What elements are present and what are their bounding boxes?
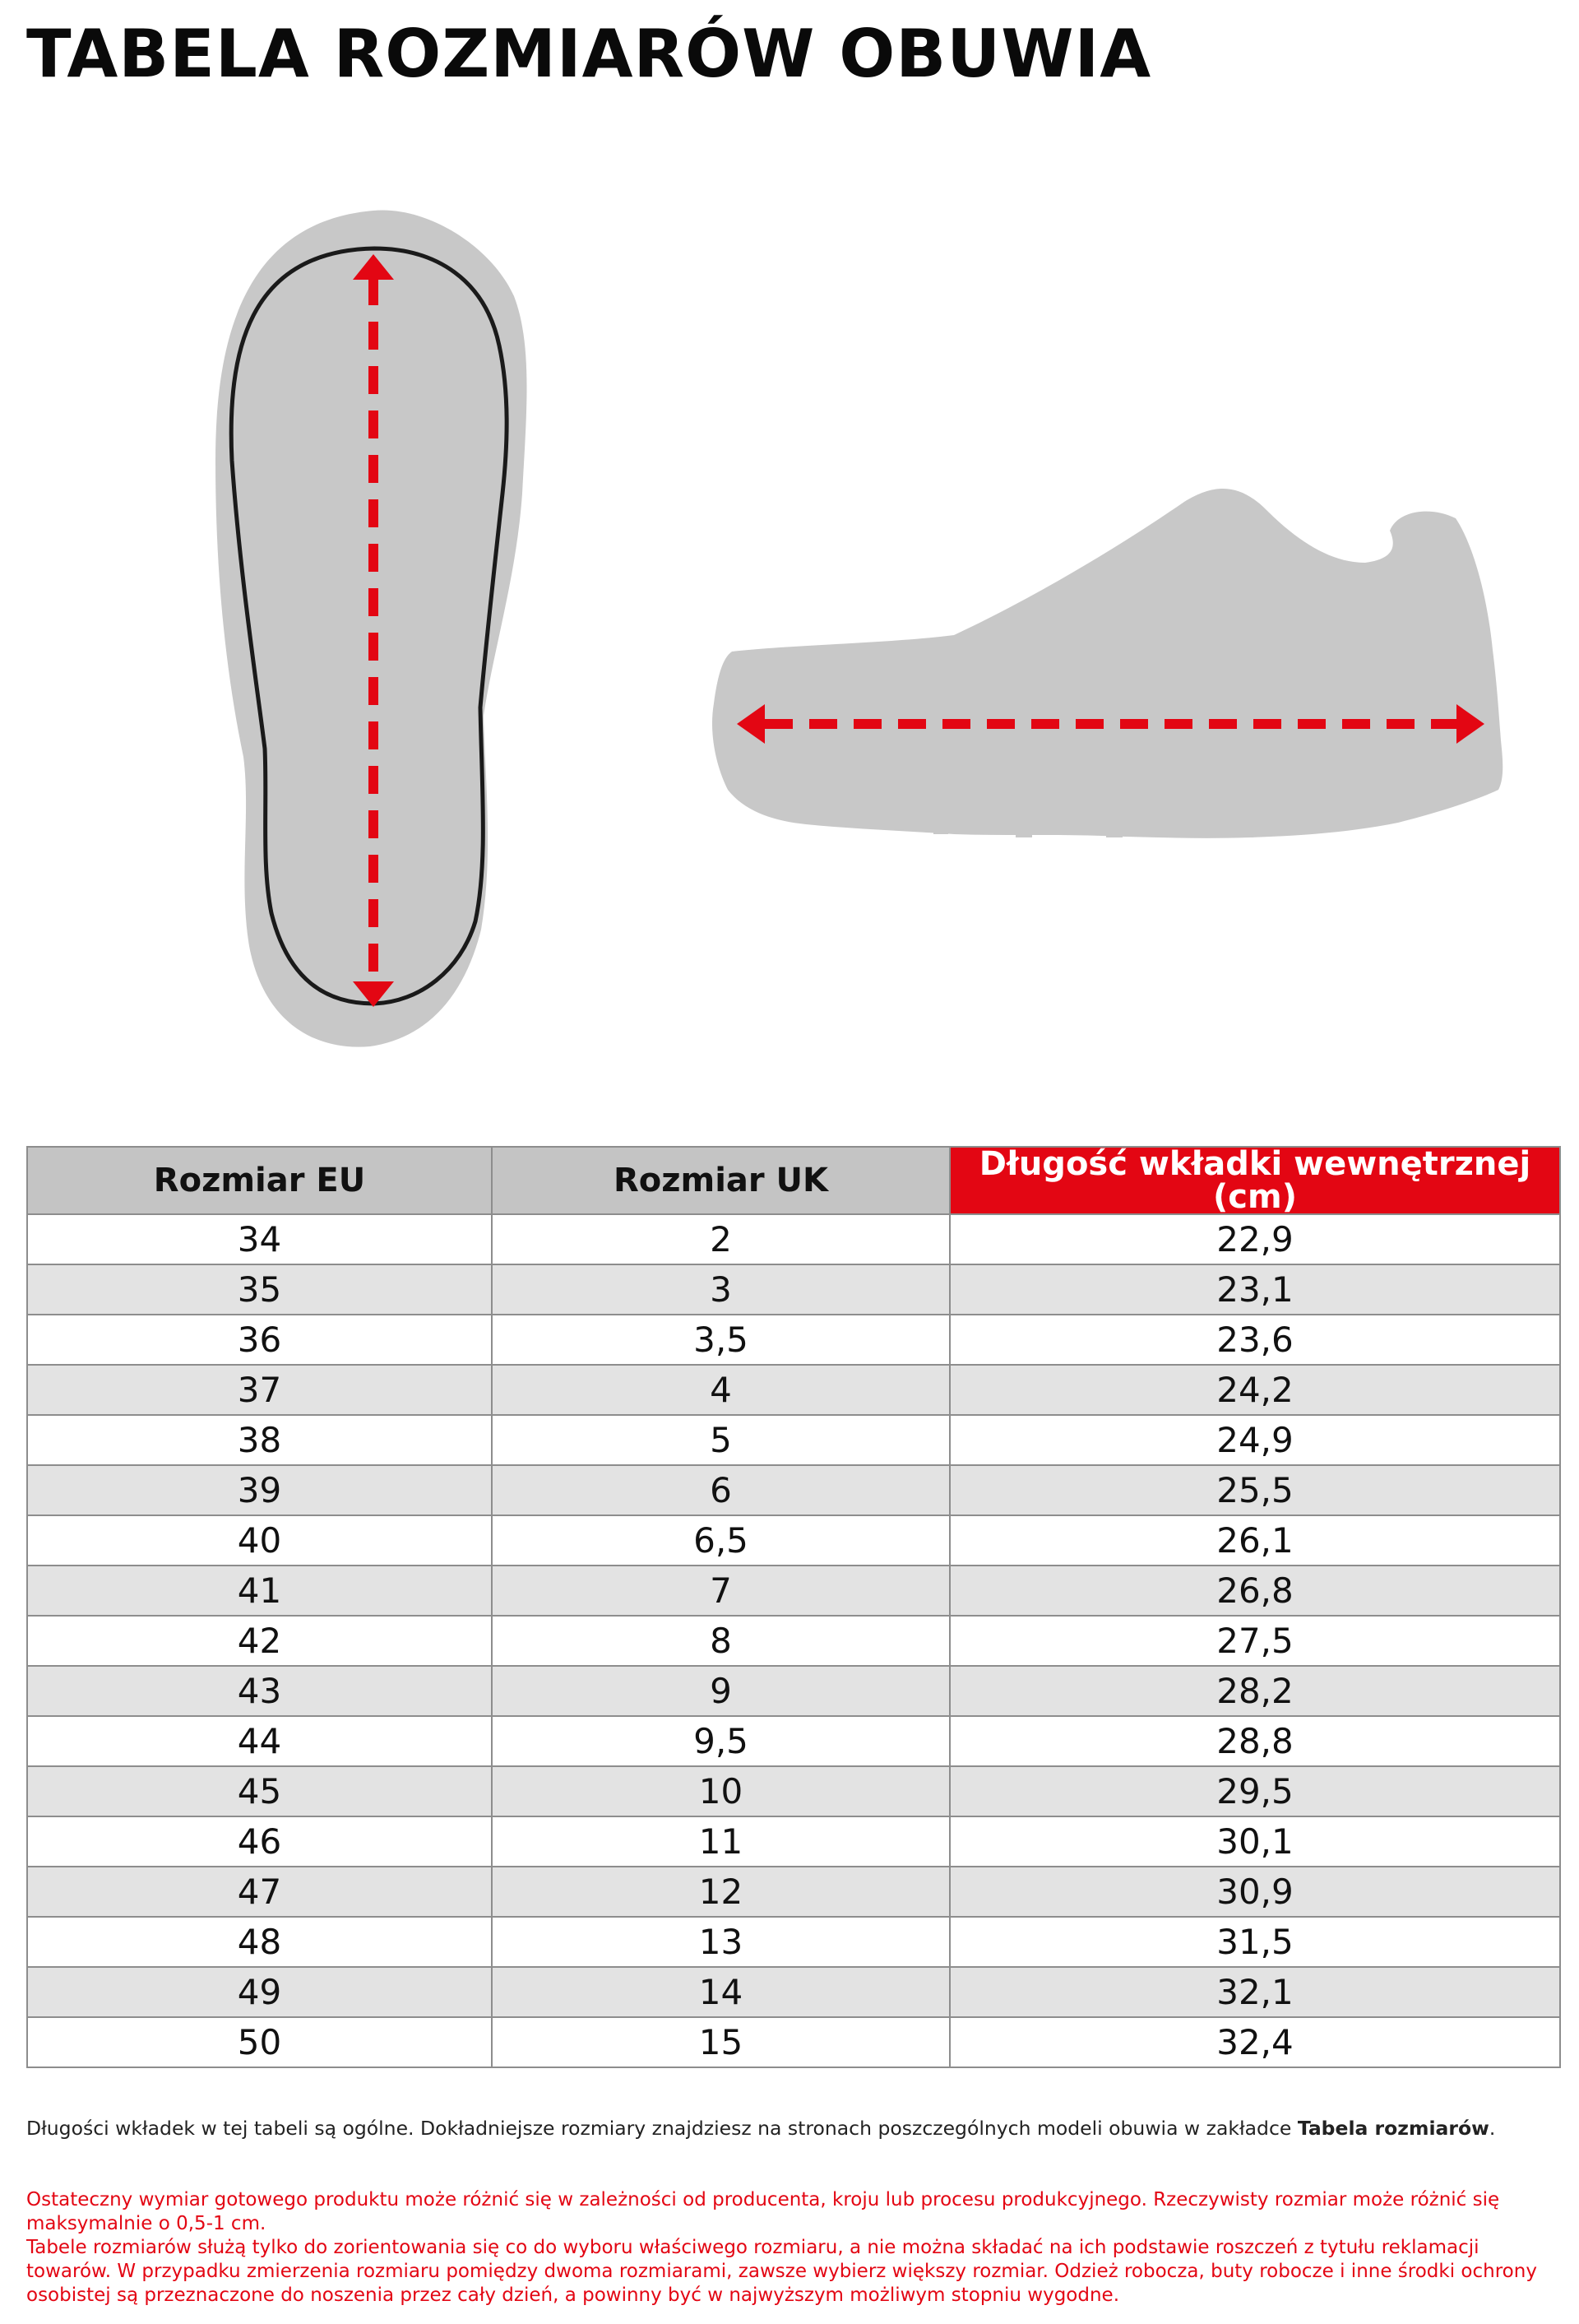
header-insole-length: Długość wkładki wewnętrznej (cm) xyxy=(950,1147,1560,1214)
disclaimer-paragraph: Ostateczny wymiar gotowego produktu może różnić się w zależności od producenta, kroju lub procesu produkcyjnego. Rzeczywisty rozmiar może różnić się maksymalnie o 0,5-1 cm. xyxy=(26,2189,1500,2234)
note-text: Długości wkładek w tej tabeli są ogólne. Dokładniejsze rozmiary znajdziesz na stronach poszczególnych modeli obuwia w zakładce xyxy=(26,2117,1298,2140)
cell-eu-size: 50 xyxy=(27,2017,492,2067)
cell-insole-length: 31,5 xyxy=(950,1917,1560,1967)
cell-uk-size: 6,5 xyxy=(492,1515,950,1566)
table-row xyxy=(27,2017,1560,2067)
cell-insole-length: 26,8 xyxy=(950,1566,1560,1616)
cell-insole-length: 22,9 xyxy=(950,1214,1560,1264)
cell-eu-size: 36 xyxy=(27,1315,492,1365)
cell-uk-size: 12 xyxy=(492,1867,950,1917)
cell-insole-length: 25,5 xyxy=(950,1465,1560,1515)
cell-uk-size: 8 xyxy=(492,1616,950,1666)
cell-eu-size: 34 xyxy=(27,1214,492,1264)
size-table xyxy=(26,1146,1561,2068)
header-eu-size: Rozmiar EU xyxy=(27,1147,492,1214)
table-row xyxy=(27,1816,1560,1867)
table-row xyxy=(27,1616,1560,1666)
table-row xyxy=(27,1465,1560,1515)
cell-eu-size: 40 xyxy=(27,1515,492,1566)
cell-eu-size: 35 xyxy=(27,1264,492,1315)
cell-eu-size: 41 xyxy=(27,1566,492,1616)
cell-insole-length: 30,1 xyxy=(950,1816,1560,1867)
cell-uk-size: 9 xyxy=(492,1666,950,1716)
disclaimer-paragraph: Tabele rozmiarów służą tylko do zorientowania się co do wyboru właściwego rozmiaru, a nie można składać na ich podstawie roszczeń z tytułu reklamacji towarów. W przypadku zmierzenia rozmiaru pomiędzy dwoma rozmiarami, zawsze wybierz większy rozmiar. Odzież robocza, buty robocze i inne środki ochrony osobistej są przeznaczone do noszenia przez cały dzień, a powinny być w najwyższym możliwym stopniu wygodne. xyxy=(26,2236,1537,2306)
table-row xyxy=(27,1214,1560,1264)
cell-eu-size: 38 xyxy=(27,1415,492,1465)
cell-uk-size: 7 xyxy=(492,1566,950,1616)
shoe-side-icon xyxy=(712,489,1503,838)
cell-eu-size: 49 xyxy=(27,1967,492,2017)
table-row xyxy=(27,1566,1560,1616)
cell-uk-size: 3 xyxy=(492,1264,950,1315)
cell-insole-length: 24,9 xyxy=(950,1415,1560,1465)
table-row xyxy=(27,1867,1560,1917)
cell-eu-size: 44 xyxy=(27,1716,492,1766)
cell-uk-size: 4 xyxy=(492,1365,950,1415)
cell-insole-length: 30,9 xyxy=(950,1867,1560,1917)
cell-eu-size: 39 xyxy=(27,1465,492,1515)
cell-eu-size: 37 xyxy=(27,1365,492,1415)
cell-eu-size: 43 xyxy=(27,1666,492,1716)
cell-insole-length: 23,1 xyxy=(950,1264,1560,1315)
table-row xyxy=(27,1264,1560,1315)
cell-insole-length: 28,2 xyxy=(950,1666,1560,1716)
table-row xyxy=(27,1666,1560,1716)
header-uk-size: Rozmiar UK xyxy=(492,1147,950,1214)
cell-insole-length: 28,8 xyxy=(950,1716,1560,1766)
cell-uk-size: 14 xyxy=(492,1967,950,2017)
table-row xyxy=(27,1365,1560,1415)
disclaimer xyxy=(26,2188,1564,2308)
cell-eu-size: 47 xyxy=(27,1867,492,1917)
cell-uk-size: 2 xyxy=(492,1214,950,1264)
cell-insole-length: 32,4 xyxy=(950,2017,1560,2067)
cell-eu-size: 45 xyxy=(27,1766,492,1816)
table-row xyxy=(27,1917,1560,1967)
cell-uk-size: 3,5 xyxy=(492,1315,950,1365)
cell-insole-length: 26,1 xyxy=(950,1515,1560,1566)
cell-insole-length: 29,5 xyxy=(950,1766,1560,1816)
table-body xyxy=(27,1214,1560,2067)
table-row xyxy=(27,1415,1560,1465)
cell-insole-length: 24,2 xyxy=(950,1365,1560,1415)
table-header-row xyxy=(27,1147,1560,1214)
cell-eu-size: 46 xyxy=(27,1816,492,1867)
table-row xyxy=(27,1315,1560,1365)
general-note xyxy=(26,2116,1556,2141)
table-row xyxy=(27,1766,1560,1816)
cell-uk-size: 6 xyxy=(492,1465,950,1515)
measurement-illustrations xyxy=(0,0,1579,1102)
cell-insole-length: 32,1 xyxy=(950,1967,1560,2017)
cell-insole-length: 27,5 xyxy=(950,1616,1560,1666)
insole-icon xyxy=(215,211,527,1047)
table-row xyxy=(27,1716,1560,1766)
cell-uk-size: 9,5 xyxy=(492,1716,950,1766)
cell-uk-size: 15 xyxy=(492,2017,950,2067)
cell-insole-length: 23,6 xyxy=(950,1315,1560,1365)
table-row xyxy=(27,1967,1560,2017)
note-end: . xyxy=(1489,2117,1496,2140)
table-row xyxy=(27,1515,1560,1566)
cell-uk-size: 11 xyxy=(492,1816,950,1867)
cell-eu-size: 48 xyxy=(27,1917,492,1967)
cell-uk-size: 10 xyxy=(492,1766,950,1816)
note-link-size-table: Tabela rozmiarów xyxy=(1297,2117,1489,2140)
cell-eu-size: 42 xyxy=(27,1616,492,1666)
cell-uk-size: 13 xyxy=(492,1917,950,1967)
page-title: TABELA ROZMIARÓW OBUWIA xyxy=(26,16,1152,92)
cell-uk-size: 5 xyxy=(492,1415,950,1465)
